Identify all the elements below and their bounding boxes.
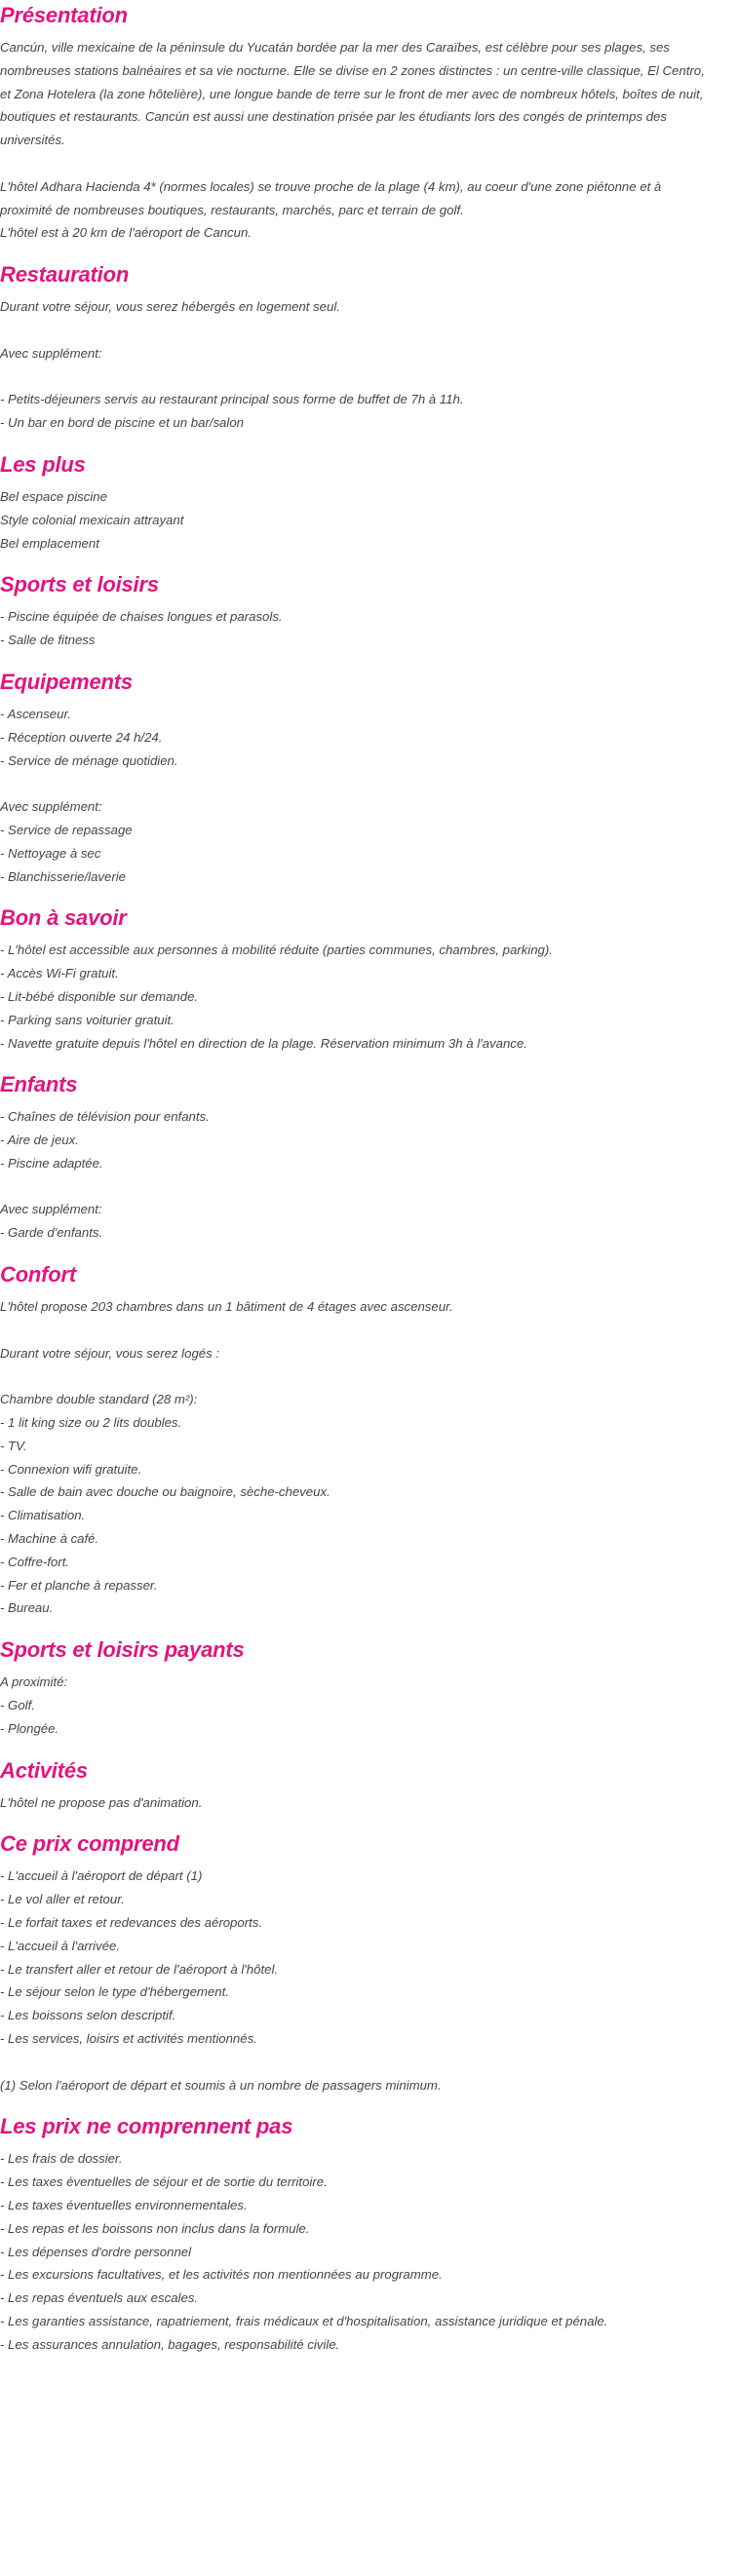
text-line: - Les garanties assistance, rapatriement, frais médicaux et d'hospitalisation, assistance juridique et pénale.: [0, 2313, 608, 2328]
section-body: [0, 1666, 706, 1754]
text-line: - Les taxes éventuelles environnementales.: [0, 2197, 248, 2212]
text-line: - Les frais de dossier.: [0, 2151, 123, 2167]
text-line: - Les repas et les boissons non inclus dans la formule.: [0, 2220, 310, 2236]
text-line: Durant votre séjour, vous serez logés :: [0, 1345, 220, 1361]
text-line: - Petits-déjeuners servis au restaurant principal sous forme de buffet de 7h à 11h.: [0, 392, 464, 407]
blank-line: [0, 1365, 706, 1388]
text-line: - Service de ménage quotidien.: [0, 752, 178, 768]
text-line: - Golf.: [0, 1698, 35, 1713]
section-equipements: [0, 667, 706, 903]
text-line: - Machine à café.: [0, 1531, 99, 1547]
text-line: - Le forfait taxes et redevances des aéroports.: [0, 1915, 263, 1931]
text-line: Style colonial mexicain attrayant: [0, 512, 184, 527]
text-line: - Salle de bain avec douche ou baignoire, sèche-cheveux.: [0, 1484, 331, 1500]
section-title: Confort: [0, 1262, 77, 1288]
text-line: Avec supplément:: [0, 1202, 102, 1217]
section-restauration: [0, 259, 706, 449]
text-line: - Un bar en bord de piscine et un bar/salon: [0, 415, 244, 431]
section-sports-et-loisirs: [0, 569, 706, 667]
text-line: - L'accueil à l'arrivée.: [0, 1938, 121, 1953]
text-line: - Le vol aller et retour.: [0, 1892, 125, 1907]
text-line: - Les excursions facultatives, et les activités non mentionnées au programme.: [0, 2267, 443, 2283]
section-enfants: [0, 1069, 706, 1259]
blank-line: [0, 1319, 706, 1342]
text-line: - Blanchisserie/laverie: [0, 868, 126, 884]
section-presentation: [0, 0, 709, 259]
text-line: - Les boissons selon descriptif.: [0, 2008, 176, 2023]
text-line: - Climatisation.: [0, 1508, 86, 1523]
text-line: (1) Selon l'aéroport de départ et soumis à un nombre de passagers minimum.: [0, 2077, 442, 2093]
text-line: L'hôtel Adhara Hacienda 4* (normes locales) se trouve proche de la plage (4 km), au coeur d'une zone piétonne et à proximité de nombreuses boutiques, restaurants, marchés, parc et terrain de golf.: [0, 178, 665, 217]
text-line: - TV.: [0, 1438, 27, 1453]
text-line: Cancún, ville mexicaine de la péninsule du Yucatán bordée par la mer des Caraïbes, est célèbre pour ses plages, ses nombreuses stations balnéaires et sa vie nocturne. Elle se divise en 2 zones distinctes : un centre-ville classique, El Centro, et Zona Hotelera (la zone hôtelière), une longue bande de terre sur le front de mer avec de nombreux hôtels, boîtes de nuit, boutiques et restaurants. Cancún est aussi une destination prisée par les étudiants lors des congés de printemps des universités.: [0, 40, 709, 148]
text-line: - Le transfert aller et retour de l'aéroport à l'hôtel.: [0, 1961, 279, 1977]
section-title: Restauration: [0, 262, 130, 288]
section-body: [0, 600, 706, 667]
section-body: [0, 2142, 706, 2370]
blank-line: [0, 365, 706, 389]
text-line: - Bureau.: [0, 1600, 54, 1616]
section-title: Sports et loisirs payants: [0, 1637, 245, 1663]
text-line: - L'hôtel est accessible aux personnes à mobilité réduite (parties communes, chambres, parking).: [0, 942, 553, 958]
text-line: - Piscine équipée de chaises longues et parasols.: [0, 609, 283, 625]
section-body: [0, 934, 706, 1069]
section-body: [0, 481, 706, 569]
text-line: L'hôtel est à 20 km de l'aéroport de Cancun.: [0, 225, 252, 241]
text-line: - Les repas éventuels aux escales.: [0, 2290, 199, 2306]
blank-line: [0, 319, 706, 342]
text-line: - Les services, loisirs et activités mentionnés.: [0, 2031, 257, 2046]
blank-line: [0, 1175, 706, 1199]
text-line: - Piscine adaptée.: [0, 1155, 103, 1171]
section-title: Sports et loisirs: [0, 572, 159, 597]
section-title: Bon à savoir: [0, 905, 127, 931]
section-title: Les plus: [0, 451, 86, 477]
text-line: - Connexion wifi gratuite.: [0, 1461, 142, 1477]
section-title: Enfants: [0, 1072, 78, 1097]
text-line: - Les taxes éventuelles de séjour et de sortie du territoire.: [0, 2174, 328, 2190]
text-line: A proximité:: [0, 1674, 68, 1690]
text-line: Chambre double standard (28 m²):: [0, 1392, 198, 1407]
section-title: Ce prix comprend: [0, 1831, 179, 1857]
text-line: - Navette gratuite depuis l'hôtel en direction de la plage. Réservation minimum 3h à l'avance.: [0, 1035, 527, 1051]
text-line: - Service de repassage: [0, 822, 133, 837]
section-confort: [0, 1259, 706, 1634]
text-line: Avec supplément:: [0, 345, 102, 361]
section-bon-a-savoir: [0, 903, 706, 1069]
text-line: - Aire de jeux.: [0, 1133, 79, 1148]
text-line: Durant votre séjour, vous serez hébergés en logement seul.: [0, 299, 340, 315]
blank-line: [0, 772, 706, 795]
section-title: Activités: [0, 1757, 88, 1783]
text-line: - Nettoyage à sec: [0, 845, 101, 861]
section-body: [0, 1290, 706, 1634]
text-line: L'hôtel propose 203 chambres dans un 1 bâtiment de 4 étages avec ascenseur.: [0, 1299, 453, 1315]
section-activites: [0, 1755, 706, 1829]
text-line: - Plongée.: [0, 1720, 59, 1736]
section-body: [0, 698, 706, 903]
section-title: Les prix ne comprennent pas: [0, 2114, 293, 2139]
section-title: Présentation: [0, 3, 128, 27]
text-line: Bel espace piscine: [0, 488, 107, 504]
section-body: [0, 1787, 706, 1829]
text-line: - Chaînes de télévision pour enfants.: [0, 1109, 210, 1125]
text-line: - Salle de fitness: [0, 633, 96, 648]
blank-line: [0, 152, 706, 175]
section-les-plus: [0, 449, 706, 569]
text-line: Avec supplément:: [0, 799, 102, 815]
section-body: [0, 1100, 706, 1259]
blank-line: [0, 2051, 706, 2074]
text-line: - L'accueil à l'aéroport de départ (1): [0, 1868, 203, 1884]
text-line: - Accès Wi-Fi gratuit.: [0, 966, 119, 981]
text-line: Bel emplacement: [0, 535, 99, 551]
text-line: - Parking sans voiturier gratuit.: [0, 1012, 175, 1027]
section-body: [0, 1860, 706, 2111]
text-line: - Les assurances annulation, bagages, responsabilité civile.: [0, 2336, 340, 2352]
text-line: - Réception ouverte 24 h/24.: [0, 729, 163, 745]
text-line: - Garde d'enfants.: [0, 1225, 103, 1241]
section-title: Equipements: [0, 669, 133, 694]
text-line: - Le séjour selon le type d'hébergement.: [0, 1984, 229, 2000]
text-line: - Coffre-fort.: [0, 1554, 70, 1569]
text-line: - Les dépenses d'ordre personnel: [0, 2244, 192, 2259]
section-body: [0, 290, 706, 449]
section-ce-prix-comprend: [0, 1828, 706, 2111]
text-line: L'hôtel ne propose pas d'animation.: [0, 1794, 203, 1810]
text-line: - Fer et planche à repasser.: [0, 1577, 158, 1593]
text-line: - Ascenseur.: [0, 706, 72, 721]
section-sports-et-loisirs-payants: [0, 1634, 706, 1754]
text-line: - Lit-bébé disponible sur demande.: [0, 988, 199, 1004]
text-line: - 1 lit king size ou 2 lits doubles.: [0, 1415, 182, 1431]
section-les-prix-ne-comprennent-pas: [0, 2111, 706, 2370]
section-body: [0, 31, 709, 259]
